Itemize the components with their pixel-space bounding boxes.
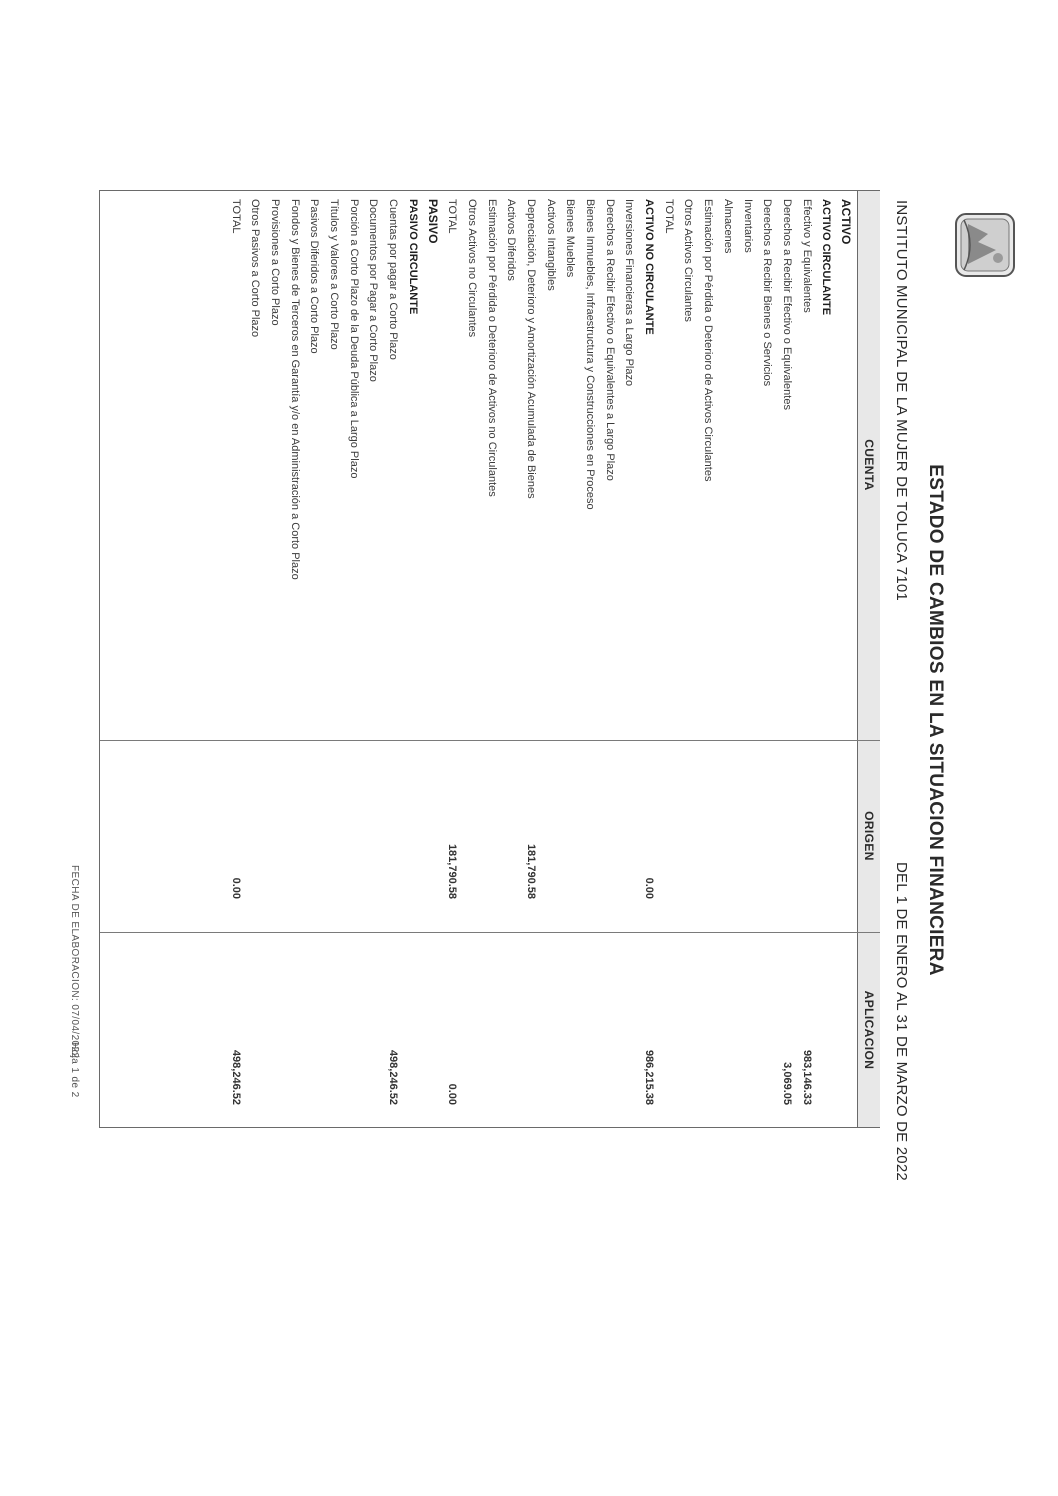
account-label: PASIVO — [425, 199, 440, 244]
table-row — [560, 191, 580, 1127]
account-label: Bienes Muebles — [564, 199, 577, 278]
table-row — [757, 191, 777, 1127]
table-row — [776, 191, 796, 1127]
table-row — [461, 191, 481, 1127]
table-row — [402, 191, 422, 1127]
table-row — [698, 191, 718, 1127]
aplicacion-value: 498,246.52 — [387, 1049, 400, 1105]
entity-name: INSTITUTO MUNICIPAL DE LA MUJER DE TOLUCA 7101 — [893, 200, 910, 601]
table-row — [638, 191, 658, 1127]
report-period: DEL 1 DE ENERO AL 31 DE MARZO DE 2022 — [893, 862, 910, 1181]
table-row — [481, 191, 501, 1127]
table-row — [225, 191, 245, 1127]
account-label: Estimación por Pérdida o Deterioro de Activos Circulantes — [702, 199, 715, 482]
account-label: Derechos a Recibir Efectivo o Equivalentes a Largo Plazo — [603, 199, 616, 481]
account-label: Títulos y Valores a Corto Plazo — [328, 199, 341, 350]
account-label: Fondos y Bienes de Terceros en Garantía y/o en Administración a Corto Plazo — [288, 199, 301, 580]
origen-value: 181,790.58 — [446, 843, 459, 899]
table-row — [658, 191, 678, 1127]
aplicacion-value: 983,146.33 — [800, 1049, 813, 1105]
account-label: TOTAL — [662, 199, 675, 234]
table-row — [264, 191, 284, 1127]
elaboration-date: FECHA DE ELABORACION: 07/04/2022 — [69, 865, 80, 1059]
account-label: Otros Pasivos a Corto Plazo — [249, 199, 262, 338]
account-label: Inversiones Financieras a Largo Plazo — [623, 199, 636, 387]
column-header-aplicacion: APLICACION — [862, 990, 876, 1070]
table-row — [579, 191, 599, 1127]
origen-value: 0.00 — [643, 877, 656, 899]
table-row — [717, 191, 737, 1127]
institution-logo-icon — [954, 212, 1016, 278]
table-row — [343, 191, 363, 1127]
table-row — [323, 191, 343, 1127]
financial-table — [99, 190, 880, 1128]
account-label: Otros Activos Circulantes — [682, 199, 695, 322]
account-label: Estimación por Pérdida o Deterioro de Activos no Circulantes — [485, 199, 498, 497]
table-row — [737, 191, 757, 1127]
table-row — [540, 191, 560, 1127]
table-row — [619, 191, 639, 1127]
account-label: Efectivo y Equivalentes — [800, 199, 813, 313]
column-header-cuenta: CUENTA — [862, 439, 876, 491]
table-row — [835, 191, 855, 1127]
origen-value: 0.00 — [229, 877, 242, 899]
account-label: Activos Diferidos — [505, 199, 518, 281]
table-row — [442, 191, 462, 1127]
table-row — [304, 191, 324, 1127]
account-label: Documentos por Pagar a Corto Plazo — [367, 199, 380, 382]
account-label: Otros Activos no Circulantes — [465, 199, 478, 338]
aplicacion-value: 3,069.05 — [780, 1062, 793, 1105]
aplicacion-value: 986,215.38 — [643, 1049, 656, 1105]
table-row — [422, 191, 442, 1127]
page-number: Hoja 1 de 2 — [69, 1042, 80, 1098]
account-label: Porción a Corto Plazo de la Deuda Pública a Largo Plazo — [347, 199, 360, 479]
account-label: Depreciación, Deterioro y Amortización Acumulada de Bienes — [525, 199, 537, 499]
table-row — [599, 191, 619, 1127]
account-label: TOTAL — [229, 199, 242, 234]
table-body — [225, 191, 855, 1127]
table-row — [816, 191, 836, 1127]
account-label: Inventarios — [741, 199, 754, 253]
account-label: ACTIVO — [839, 199, 853, 245]
column-header-origen: ORIGEN — [862, 811, 876, 861]
aplicacion-value: 0.00 — [446, 1083, 459, 1105]
table-row — [284, 191, 304, 1127]
account-label: Derechos a Recibir Efectivo o Equivalentes — [780, 199, 793, 410]
account-label: Pasivos Diferidos a Corto Plazo — [308, 199, 321, 354]
account-label: Derechos a Recibir Bienes o Servicios — [761, 199, 774, 387]
table-row — [501, 191, 521, 1127]
report-title: ESTADO DE CAMBIOS EN LA SITUACION FINANCIERA — [925, 464, 946, 976]
account-label: Cuentas por pagar a Corto Plazo — [387, 199, 400, 360]
table-row — [245, 191, 265, 1127]
account-label: TOTAL — [446, 199, 459, 234]
account-label: PASIVO CIRCULANTE — [406, 199, 419, 315]
account-label: Bienes Inmuebles, Infraestructura y Construcciones en Proceso — [584, 199, 597, 510]
account-label: ACTIVO NO CIRCULANTE — [643, 199, 656, 335]
table-header — [857, 191, 880, 1127]
table-row — [796, 191, 816, 1127]
account-label: Provisiones a Corto Plazo — [269, 199, 282, 326]
account-label: ACTIVO CIRCULANTE — [820, 199, 833, 316]
aplicacion-value: 498,246.52 — [229, 1049, 242, 1105]
account-label: Almacenes — [721, 199, 734, 254]
table-row — [520, 191, 540, 1127]
table-row — [363, 191, 383, 1127]
table-row — [383, 191, 403, 1127]
origen-value: 181,790.58 — [525, 843, 537, 899]
table-row — [678, 191, 698, 1127]
account-label: Activos Intangibles — [544, 199, 557, 291]
